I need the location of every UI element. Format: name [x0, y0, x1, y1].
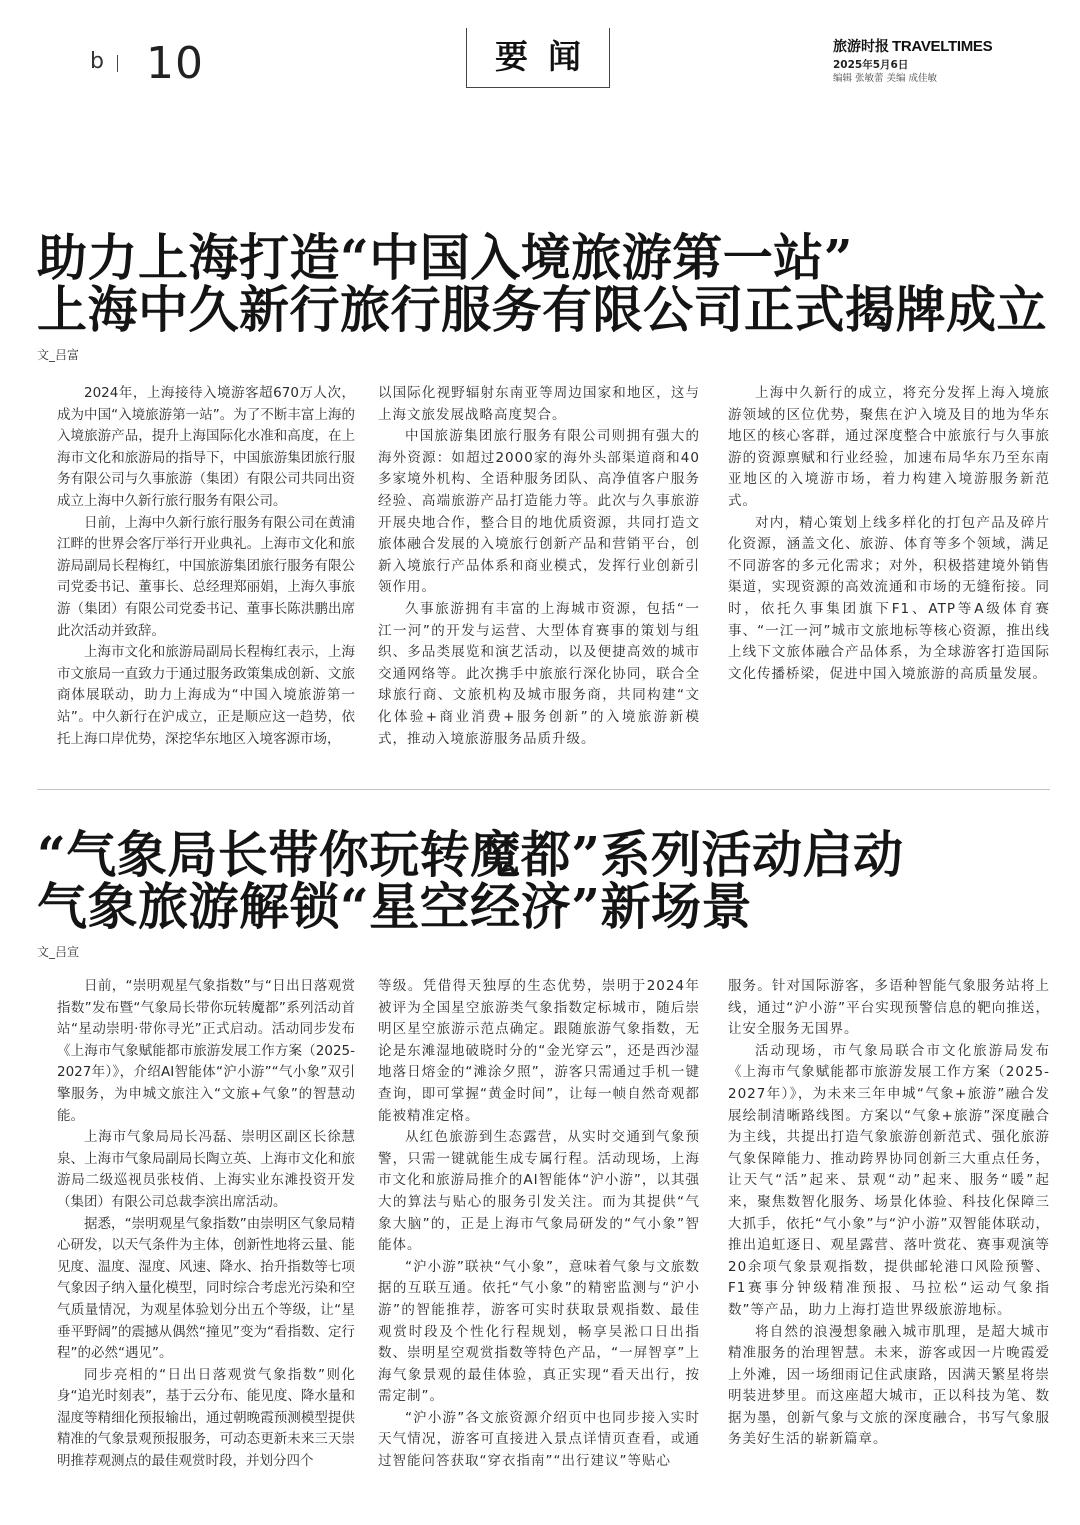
headline-line: 上海中久新行旅行服务有限公司正式揭牌成立: [37, 280, 1047, 339]
article-paragraph: 对内，精心策划上线多样化的打包产品及碎片化资源，涵盖文化、旅游、体育等多个领域，满足不同游客的多元化需求；对外，积极搭建境外销售渠道，实现资源的高效流通和市场的无缝衔接。同时，依托久事集团旗下F1、ATP等A级体育赛事、“一江一河”城市文旅地标等核心资源，推出线上线下文旅体融合产品体系，为全球游客打造国际文化传播桥梁，促进中国入境旅游的高质量发展。: [728, 514, 1050, 682]
article-paragraph: 据悉，“崇明观星气象指数”由崇明区气象局精心研发，以天气条件为主体，创新性地将云量、能见度、温度、湿度、风速、降水、抬升指数等七项气象因子纳入量化模型，同时综合考虑光污染和空气质量情况，为观星体验划分出五个等级，让“星垂平野阔”的震撼从偶然“撞见”变为“看指数、定行程”的必然“遇见”。: [57, 1215, 355, 1362]
article-paragraph: 等级。凭借得天独厚的生态优势，崇明于2024年被评为全国星空旅游类气象指数定标城市，随后崇明区星空旅游示范点确定。跟随旅游气象指数，无论是东滩湿地破晓时分的“金光穿云”，还是西沙湿地落日熔金的“滩涂夕照”，游客只需通过手机一键查询，即可掌握“黄金时间”，让每一帧自然奇观都能被精准定格。: [378, 978, 700, 1124]
article-headline: [37, 228, 1047, 339]
article-paragraph: “沪小游”各文旅资源介绍页中也同步接入实时天气情况，游客可直接进入景点详情页查看，或通过智能问答获取“穿衣指南”“出行建议”等贴心: [378, 1409, 700, 1470]
article-column: [728, 383, 1050, 685]
page-number: 10: [146, 38, 204, 89]
article-paragraph: 上海中久新行的成立，将充分发挥上海入境旅游领域的区位优势，聚焦在沪入境及目的地为华东地区的核心客群，通过深度整合中旅旅行与久事旅游的资源禀赋和行业经验，加速布局华东乃至东南亚地区的入境游市场，着力构建入境游服务新范式。: [728, 385, 1050, 509]
article-paragraph: 同步亮相的“日出日落观赏气象指数”则化身“追光时刻表”，基于云分布、能见度、降水量和湿度等精细化预报输出，通过朝晚霞预测模型提供精准的气象景观预报服务，可动态更新未来三天崇明推荐观测点的最佳观赏时段，并划分四个: [57, 1366, 355, 1470]
article-divider: [37, 789, 1050, 790]
article-column: [57, 383, 355, 750]
page-section-letter: b: [90, 49, 104, 74]
editor-credits: 编辑 张敏蕾 美编 成佳敏: [833, 73, 938, 84]
article-paragraph: “沪小游”联袂“气小象”，意味着气象与文旅数据的互联互通。依托“气小象”的精密监测与“沪小游”的智能推荐，游客可实时获取景观指数、最佳观赏时段及个性化行程规划，畅享吴淞口日出指数、崇明星空观赏指数等特色产品，“一屏智享”上海气象景观的最佳体验，真正实现“看天出行，按需定制”。: [378, 1258, 700, 1405]
article-paragraph: 中国旅游集团旅行服务有限公司则拥有强大的海外资源：如超过2000家的海外头部渠道商和40多家境外机构、全语种服务团队、高净值客户服务经验、高端旅游产品打造能力等。此次与久事旅游开展央地合作，整合目的地优质资源，共同打造文旅体融合发展的入境旅行创新产品和营销平台，创新入境旅行产品体系和商业模式，发挥行业创新引领作用。: [378, 428, 700, 596]
article-paragraph: 将自然的浪漫想象融入城市肌理，是超大城市精准服务的治理智慧。未来，游客或因一片晚霞爱上外滩，因一场细雨记住武康路，因满天繁星将崇明装进梦里。而这座超大城市，正以科技为笔、数据为墨，创新气象与文旅的深度融合，书写气象服务美好生活的崭新篇章。: [728, 1323, 1050, 1448]
article-column: [728, 976, 1050, 1451]
article-paragraph: 日前，“崇明观星气象指数”与“日出日落观赏指数”发布暨“气象局长带你玩转魔都”系列活动首站“星动崇明·带你寻光”正式启动。活动同步发布《上海市气象赋能都市旅游发展工作方案（2025-2027年）》，介绍AI智能体“沪小游”“气小象”双引擎服务，为申城文旅注入“文旅+气象”的智慧动能。: [57, 978, 355, 1124]
masthead: [833, 38, 1033, 85]
headline-line: 气象旅游解锁“星空经济”新场景: [37, 877, 753, 936]
article-column: [57, 976, 355, 1473]
issue-date: 2025年5月6日: [833, 59, 909, 71]
article-column: [378, 383, 700, 750]
masthead-name-en: TRAVELTIMES: [892, 38, 993, 55]
masthead-name-cn: 旅游时报: [833, 39, 889, 55]
masthead-title: [833, 38, 1033, 56]
article-paragraph: 上海市文化和旅游局副局长程梅红表示，上海市文旅局一直致力于通过服务政策集成创新、文旅商体展联动，助力上海成为“中国入境旅游第一站”。中久新行在沪成立，正是顺应这一趋势，依托上海口岸优势，深挖华东地区入境客源市场，: [57, 644, 355, 747]
article-paragraph: 从红色旅游到生态露营，从实时交通到气象预警，只需一键就能生成专属行程。活动现场，上海市文化和旅游局推介的AI智能体“沪小游”，以其强大的算法与贴心的服务引发关注。而为其提供“气象大脑”的，正是上海市气象局研发的“气小象”智能体。: [378, 1129, 700, 1254]
article-column: [378, 976, 700, 1473]
byline: 文_吕宣: [37, 945, 80, 959]
byline: 文_吕富: [37, 348, 80, 362]
article-headline: [37, 825, 904, 936]
article-paragraph: 以国际化视野辐射东南亚等周边国家和地区，这与上海文旅发展战略高度契合。: [378, 385, 700, 423]
article-paragraph: 服务。针对国际游客，多语种智能气象服务站将上线，通过“沪小游”平台实现预警信息的靶向推送，让安全服务无国界。: [728, 978, 1050, 1038]
article-paragraph: 日前，上海中久新行旅行服务有限公司在黄浦江畔的世界会客厅举行开业典礼。上海市文化和旅游局副局长程梅红，中国旅游集团旅行服务有限公司党委书记、董事长、总经理郑丽娟，上海久事旅游（集团）有限公司党委书记、董事长陈洪鹏出席此次活动并致辞。: [57, 514, 355, 639]
article-paragraph: 上海市气象局局长冯磊、崇明区副区长徐慧泉、上海市气象局副局长陶立英、上海市文化和旅游局二级巡视员张枝俏、上海实业东滩投资开发（集团）有限公司总裁李滨出席活动。: [57, 1129, 355, 1210]
section-title: 要闻: [495, 37, 601, 76]
article-paragraph: 久事旅游拥有丰富的上海城市资源，包括“一江一河”的开发与运营、大型体育赛事的策划与组织、多品类展览和演艺活动，以及便捷高效的城市交通网络等。此次携手中旅旅行深化协同，联合全球旅行商、文旅机构及城市服务商，共同构建“文化体验+商业消费+服务创新”的入境旅游新模式，推动入境旅游服务品质升级。: [378, 600, 700, 747]
headline-line: 助力上海打造“中国入境旅游第一站”: [37, 228, 854, 287]
article-paragraph: 活动现场，市气象局联合市文化旅游局发布《上海市气象赋能都市旅游发展工作方案（2025-2027年）》，为未来三年申城“气象+旅游”融合发展绘制清晰路线图。方案以“气象+旅游”深度融合为主线，共提出打造气象旅游创新范式、强化旅游气象保障能力、推动跨界协同创新三大重点任务，让天气“活”起来、景观“动”起来、服务“暖”起来，聚焦数智化服务、场景化体验、科技化保障三大抓手，依托“气小象”与“沪小游”双智能体联动，推出追虹逐日、观星露营、落叶赏花、赛事观演等20余项气象景观指数，提供邮轮港口风险预警、F1赛事分钟级精准预报、马拉松“运动气象指数”等产品，助力上海打造世界级旅游地标。: [728, 1042, 1050, 1318]
headline-line: “气象局长带你玩转魔都”系列活动启动: [37, 825, 904, 884]
folio-divider: [117, 55, 118, 72]
article-paragraph: 2024年，上海接待入境游客超670万人次，成为中国“入境旅游第一站”。为了不断丰富上海的入境旅游产品，提升上海国际化水准和高度，在上海市文化和旅游局的指导下，中国旅游集团旅行服务有限公司与久事旅游（集团）有限公司共同出资成立上海中久新行旅行服务有限公司。: [57, 385, 355, 509]
section-title-box: [466, 28, 610, 88]
